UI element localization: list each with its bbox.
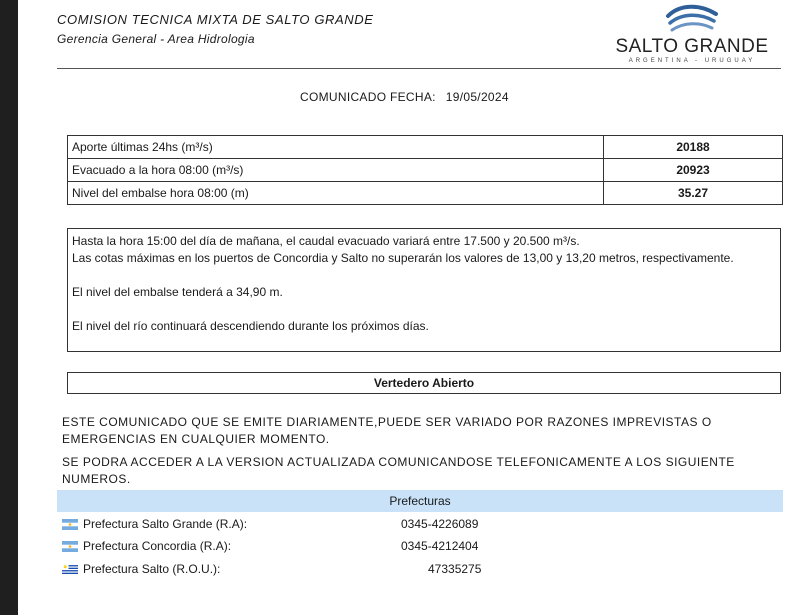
logo-subtitle: ARGENTINA - URUGUAY: [628, 58, 756, 64]
datos-value: 35.27: [604, 182, 783, 205]
salto-grande-logo: [612, 0, 772, 70]
datos-label: Evacuado a la hora 08:00 (m³/s): [68, 159, 604, 182]
aviso-text: ESTE COMUNICADO QUE SE EMITE DIARIAMENTE,PUEDE SER VARIADO POR RAZONES IMPREVISTAS O EMERGENCIAS EN CUALQUIER MOMENTO.: [62, 415, 712, 446]
table-row: [68, 159, 783, 182]
argentina-flag-icon: [62, 541, 78, 552]
pronostico-cotas: Las cotas máximas en los puertos de Concordia y Salto no superarán los valores de 13,00 y 13,20 metros, respectivamente.: [72, 251, 734, 265]
prefecturas-header: Prefecturas: [57, 490, 783, 512]
header-divider: [57, 68, 781, 69]
prefectura-phone: 0345-4226089: [401, 517, 479, 531]
prefectura-phone: 0345-4212404: [401, 539, 479, 553]
department-name: Gerencia General - Area Hidrologia: [57, 32, 255, 46]
list-item: [62, 536, 762, 556]
pronostico-caudal: Hasta la hora 15:00 del día de mañana, el caudal evacuado variará entre 17.500 y 20.500 m³/s.: [72, 234, 580, 248]
uruguay-flag-icon: [62, 564, 78, 575]
pronostico-rio: El nivel del río continuará descendiendo durante los próximos días.: [72, 319, 429, 333]
organization-name: COMISION TECNICA MIXTA DE SALTO GRANDE: [57, 12, 374, 27]
logo-wave-icon: [664, 2, 720, 36]
comunicado-fecha: [300, 90, 509, 104]
comunicado-label: COMUNICADO FECHA:: [300, 90, 436, 104]
datos-label: Nivel del embalse hora 08:00 (m): [68, 182, 604, 205]
prefectura-name: Prefectura Salto (R.O.U.):: [83, 562, 221, 576]
pronostico-box: [67, 228, 781, 352]
datos-table: [67, 135, 783, 205]
list-item: [62, 559, 762, 579]
logo-name: SALTO GRANDE: [615, 36, 769, 57]
list-item: [62, 514, 762, 534]
prefectura-phone: 47335275: [428, 562, 482, 576]
vertedero-status: Vertedero Abierto: [67, 372, 781, 394]
datos-label: Aporte últimas 24hs (m³/s): [68, 136, 604, 159]
aviso-contacto-text: SE PODRA ACCEDER A LA VERSION ACTUALIZADA COMUNICANDOSE TELEFONICAMENTE A LOS SIGUIENTE NUMEROS.: [62, 455, 735, 486]
table-row: [68, 136, 783, 159]
pronostico-embalse: El nivel del embalse tenderá a 34,90 m.: [72, 285, 283, 299]
prefectura-name: Prefectura Concordia (R.A):: [83, 539, 232, 553]
left-edge-bar: [0, 0, 18, 615]
datos-value: 20188: [604, 136, 783, 159]
prefectura-name: Prefectura Salto Grande (R.A):: [83, 517, 248, 531]
datos-value: 20923: [604, 159, 783, 182]
table-row: [68, 182, 783, 205]
comunicado-date: 19/05/2024: [445, 90, 509, 104]
argentina-flag-icon: [62, 519, 78, 530]
